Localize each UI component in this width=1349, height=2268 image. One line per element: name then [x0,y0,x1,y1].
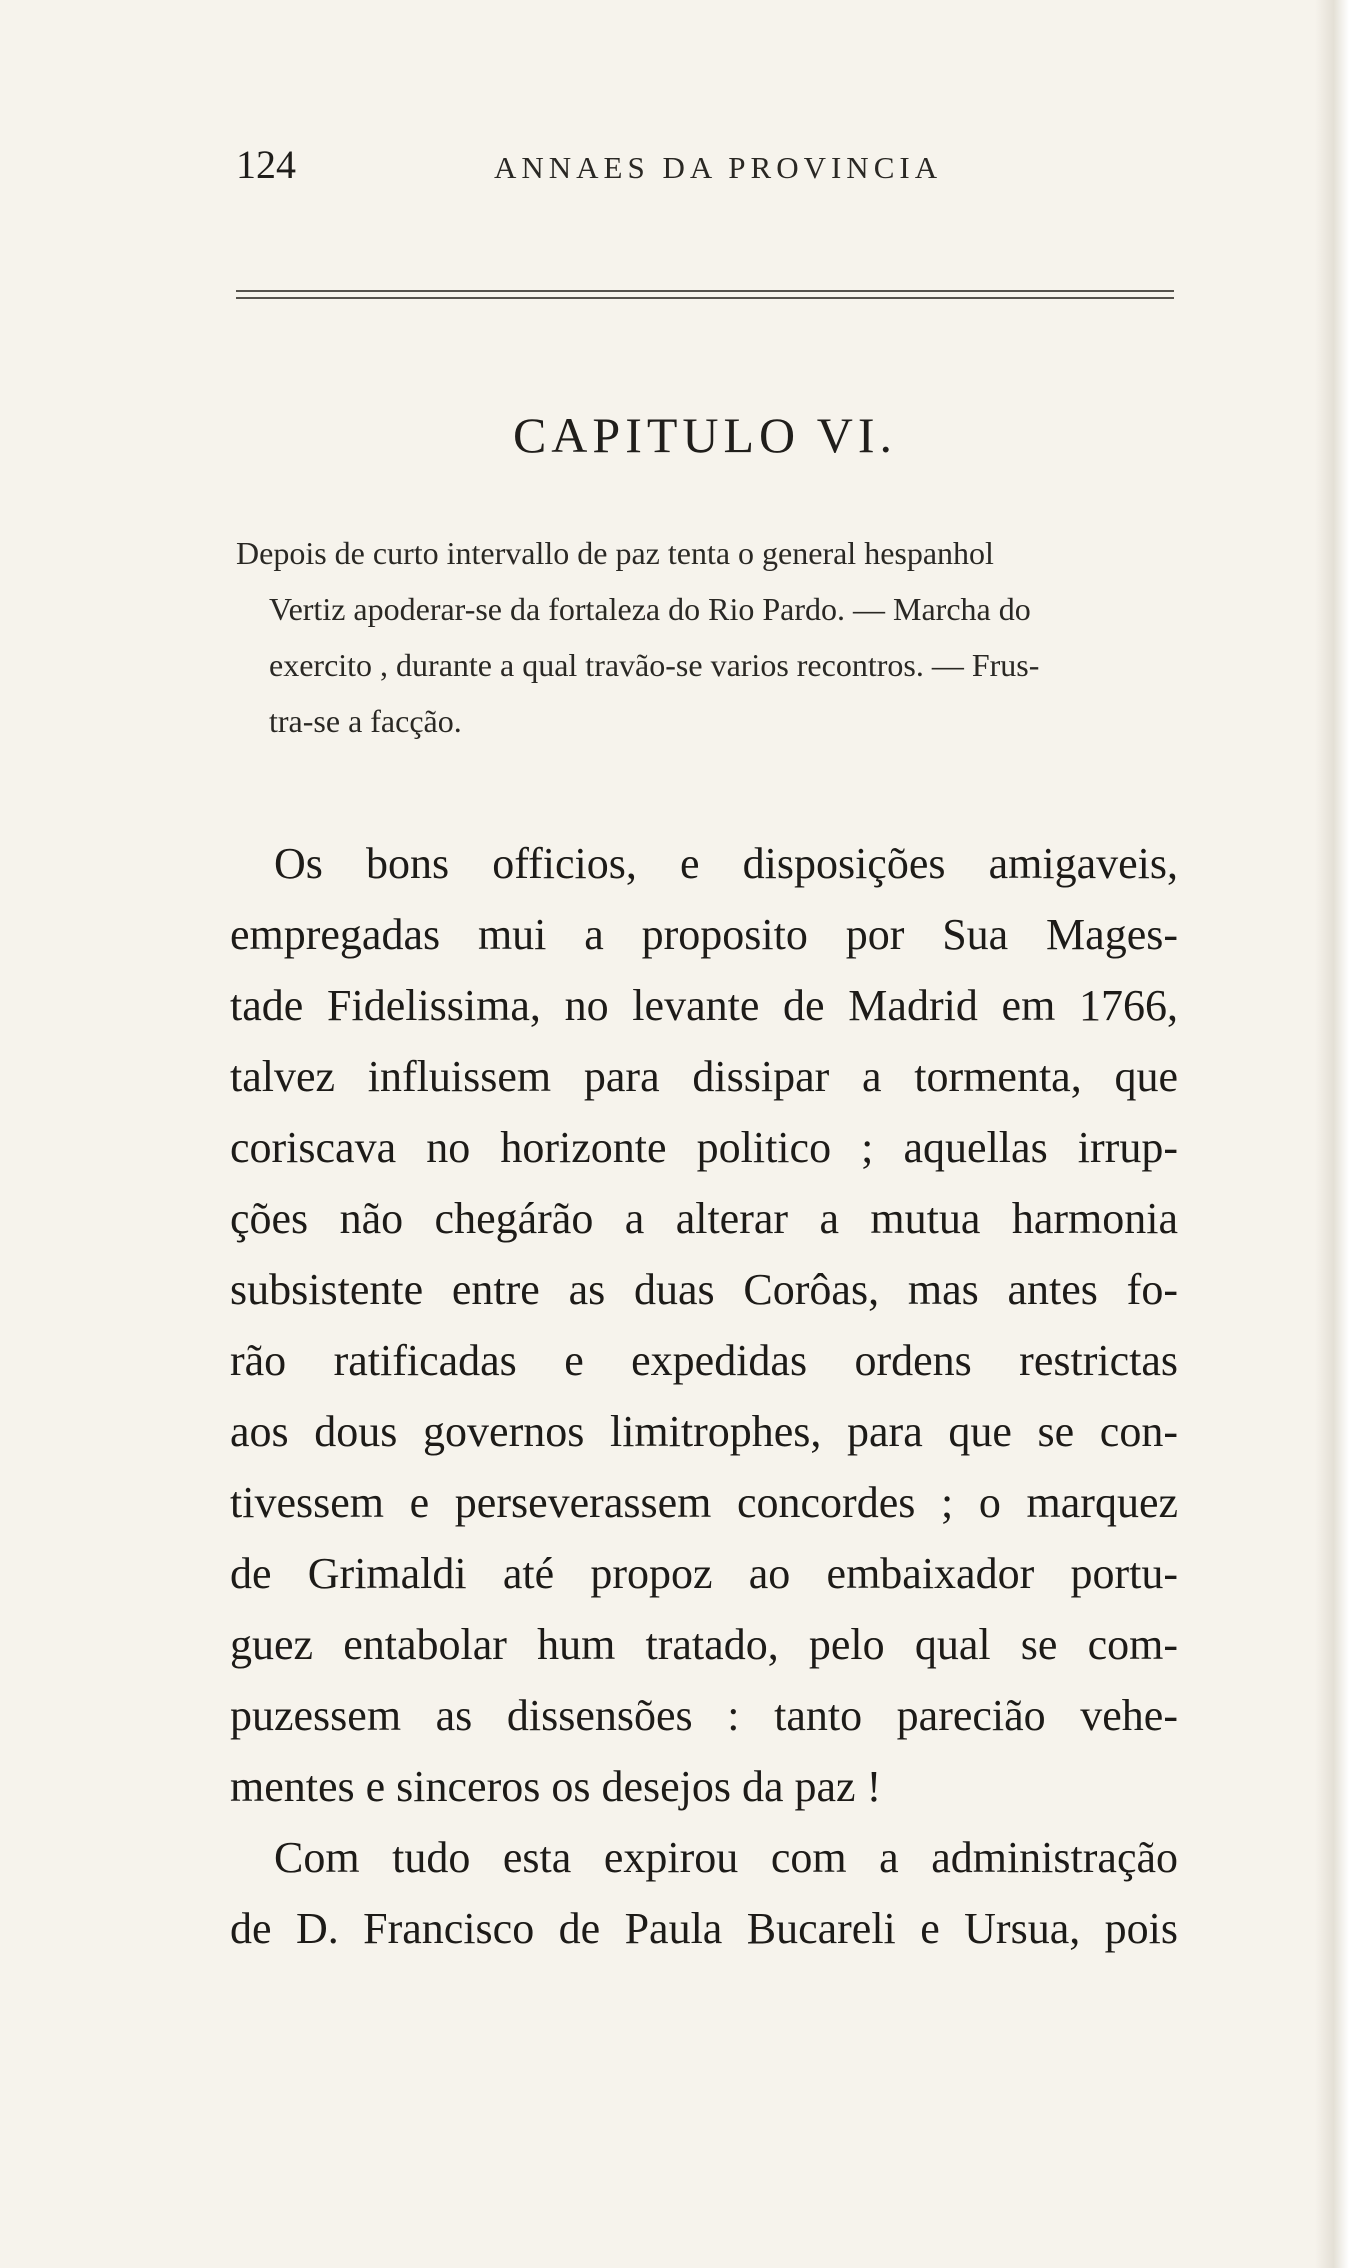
text-line: puzessem as dissensões : tanto parecião vehe- [230,1691,1178,1740]
page-number: 124 [236,142,296,187]
page-edge [1315,0,1349,2268]
text-line: rão ratificadas e expedidas ordens restrictas [230,1336,1178,1385]
text-line: empregadas mui a proposito por Sua Mages- [230,910,1178,959]
text-line: tivessem e perseverassem concordes ; o marquez [230,1478,1178,1527]
summary-line: Depois de curto intervallo de paz tenta o general hespanhol [236,535,994,571]
chapter-summary [236,525,1174,749]
text-line: mentes e sinceros os desejos da paz ! [230,1762,882,1811]
text-line: ções não chegárão a alterar a mutua harmonia [230,1194,1178,1243]
summary-line: tra-se a facção. [269,703,462,739]
text-line: Com tudo esta expirou com a administração [274,1833,1178,1882]
text-line: tade Fidelissima, no levante de Madrid em 1766, [230,981,1178,1030]
text-line: Os bons officios, e disposições amigaveis, [274,839,1178,888]
summary-line: exercito , durante a qual travão-se varios recontros. — Frus- [269,647,1040,683]
text-line: subsistente entre as duas Corôas, mas antes fo- [230,1265,1178,1314]
running-head: ANNAES DA PROVINCIA [494,150,943,185]
text-line: de Grimaldi até propoz ao embaixador portu- [230,1549,1178,1598]
text-line: talvez influissem para dissipar a tormenta, que [230,1052,1178,1101]
text-line: de D. Francisco de Paula Bucareli e Ursua, pois [230,1904,1178,1953]
text-line: aos dous governos limitrophes, para que se con- [230,1407,1178,1456]
page-header [236,140,1176,200]
text-line: coriscava no horizonte politico ; aquellas irrup- [230,1123,1178,1172]
chapter-title: CAPITULO VI. [512,407,898,463]
body-text [230,828,1178,1964]
double-rule-divider [236,290,1174,299]
text-line: guez entabolar hum tratado, pelo qual se com- [230,1620,1178,1669]
summary-line: Vertiz apoderar-se da fortaleza do Rio Pardo. — Marcha do [269,591,1031,627]
